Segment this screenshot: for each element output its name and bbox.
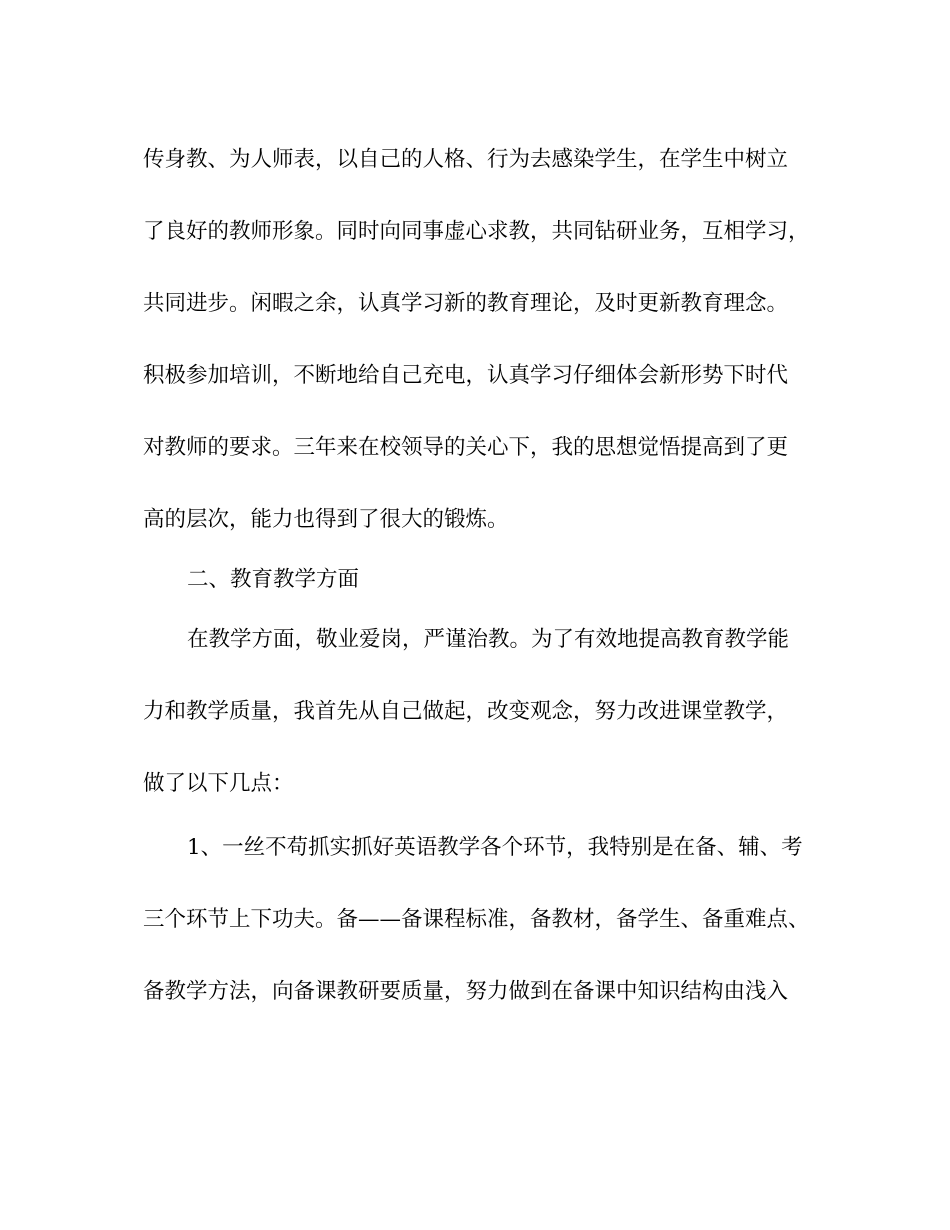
paragraph-first-line: 在教学方面，敬业爱岗，严谨治教。为了有效地提高教育教学能 — [187, 627, 790, 652]
paragraph-line: 高的层次，能力也得到了很大的锻炼。 — [143, 507, 509, 532]
paragraph-line: 积极参加培训，不断地给自己充电，认真学习仔细体会新形势下时代 — [143, 363, 789, 388]
paragraph-line: 对教师的要求。三年来在校领导的关心下，我的思想觉悟提高到了更 — [143, 435, 789, 460]
section-heading: 二、教育教学方面 — [187, 567, 360, 592]
paragraph-line: 传身教、为人师表，以自己的人格、行为去感染学生，在学生中树立 — [143, 147, 789, 172]
paragraph-line: 备教学方法，向备课教研要质量，努力做到在备课中知识结构由浅入 — [143, 979, 789, 1004]
paragraph-line: 三个环节上下功夫。备——备课程标准，备教材，备学生、备重难点、 — [143, 907, 810, 932]
list-item-first-line: 1、一丝不苟抓实抓好英语教学各个环节，我特别是在备、辅、考 — [187, 835, 803, 860]
paragraph-line: 力和教学质量，我首先从自己做起，改变观念，努力改进课堂教学， — [143, 699, 789, 724]
paragraph-line: 共同进步。闲暇之余，认真学习新的教育理论，及时更新教育理念。 — [143, 291, 789, 316]
paragraph-line: 了良好的教师形象。同时向同事虚心求教，共同钻研业务，互相学习， — [143, 219, 810, 244]
paragraph-line: 做了以下几点： — [143, 771, 294, 796]
